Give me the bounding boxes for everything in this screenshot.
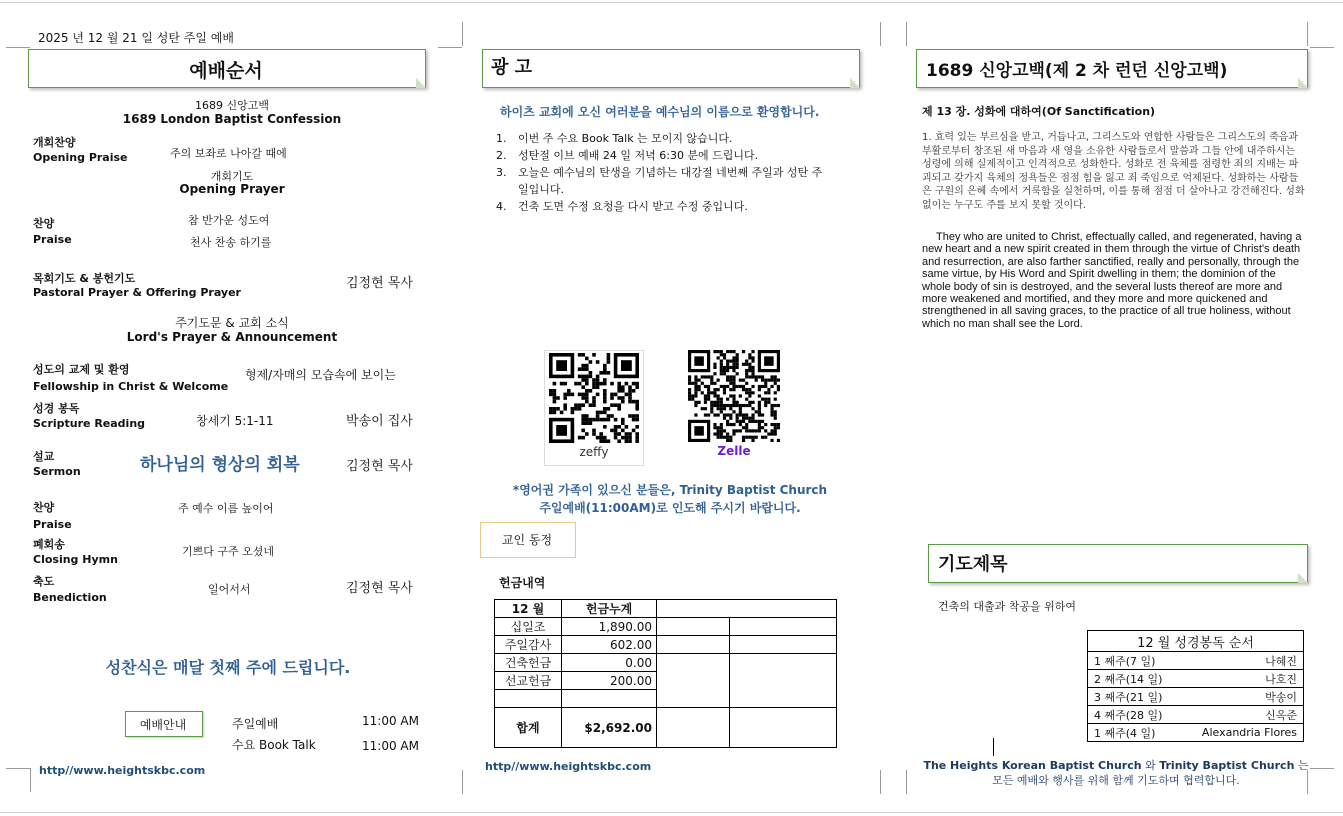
- english-notice-2: 주일예배(11:00AM)로 인도해 주시기 바랍니다.: [539, 501, 801, 515]
- table-row: [495, 636, 837, 654]
- crop-mark: [462, 770, 463, 794]
- church-name-heights: The Heights Korean Baptist Church: [923, 759, 1142, 772]
- ads-item-num: 3.: [496, 166, 507, 179]
- scripture-leader: 박송이 집사: [346, 414, 413, 429]
- crop-mark: [880, 770, 881, 794]
- conjunction-wa: 와: [1145, 759, 1156, 772]
- box-fold: [1298, 78, 1308, 88]
- news-label: 교인 동정: [501, 533, 553, 547]
- table-row: [1088, 652, 1304, 670]
- table-cell: [657, 600, 837, 618]
- ads-item-text: 성탄절 이브 예배 24 일 저녁 6:30 분에 드립니다.: [518, 149, 759, 162]
- english-notice-1: *영어권 가족이 있으신 분들은, Trinity Baptist Church: [512, 483, 828, 497]
- ads-item-text: 건축 도면 수정 요청을 다시 받고 수정 중입니다.: [518, 200, 748, 213]
- zeffy-label: zeffy: [579, 445, 609, 459]
- sermon-leader: 김정현 목사: [346, 459, 413, 474]
- welcome-text: 하이츠 교회에 오신 여러분을 예수님의 이름으로 환영합니다.: [500, 105, 820, 119]
- benediction-content: 일어서서: [208, 583, 251, 596]
- offering-amount: 602.00: [562, 636, 657, 654]
- zelle-qr-code: [685, 350, 783, 442]
- ads-item-num: 1.: [496, 132, 507, 145]
- confession-ko: 1689 신앙고백: [195, 99, 269, 112]
- ads-item-text: 오늘은 예수님의 탄생을 기념하는 대강절 네번째 주일과 성탄 주일입니다.: [518, 166, 823, 196]
- table-cell: [657, 618, 730, 636]
- table-cell: [562, 690, 657, 708]
- schedule-sunday-time: 11:00 AM: [362, 714, 419, 728]
- offering-name: 십일조: [495, 618, 562, 636]
- crop-mark: [906, 770, 907, 794]
- opening-praise-song: 주의 보좌로 나아갈 때에: [170, 147, 287, 160]
- offering-table: [494, 599, 837, 748]
- fellowship-song: 형제/자매의 모습속에 보이는: [245, 368, 396, 382]
- table-cell: [657, 636, 730, 654]
- schedule-wed-time: 11:00 AM: [362, 739, 419, 753]
- table-cell: [730, 654, 837, 708]
- page-top-rule: [0, 2, 1343, 3]
- benediction-ko: 축도: [33, 575, 55, 588]
- schedule-wed-name: 수요 Book Talk: [232, 738, 316, 752]
- confession-en: 1689 London Baptist Confession: [122, 112, 342, 126]
- sermon-en: Sermon: [33, 465, 81, 478]
- zelle-qr-card[interactable]: [684, 350, 784, 464]
- table-header: 12 월: [495, 600, 562, 618]
- table-row: [1088, 724, 1304, 742]
- opening-praise-ko: 개회찬양: [33, 136, 76, 149]
- opening-prayer-ko: 개회기도: [210, 170, 254, 183]
- ads-item-num: 4.: [496, 200, 507, 213]
- prayer-title: 기도제목: [938, 554, 1008, 575]
- bible-week: 4 째주(28 일): [1088, 706, 1181, 724]
- closing-hymn-en: Closing Hymn: [33, 553, 118, 566]
- closing-hymn-song: 기쁘다 구주 오셨네: [182, 545, 275, 558]
- crop-mark: [906, 22, 907, 46]
- sermon-ko: 설교: [33, 450, 55, 463]
- particle-neun: 는: [1297, 759, 1309, 772]
- praise2-ko: 찬양: [33, 501, 55, 514]
- ads-item-num: 2.: [496, 149, 507, 162]
- table-cell: [657, 708, 730, 748]
- fellowship-ko: 성도의 교제 및 환영: [33, 363, 130, 376]
- date-header: 2025 년 12 월 21 일 성탄 주일 예배: [38, 31, 234, 45]
- bible-week: 2 째주(14 일): [1088, 670, 1181, 688]
- bible-reader: 나혜진: [1180, 652, 1303, 670]
- ads-item: [496, 130, 836, 147]
- communion-notice: 성찬식은 매달 첫째 주에 드립니다.: [105, 658, 351, 677]
- pastoral-prayer-en: Pastoral Prayer & Offering Prayer: [33, 286, 241, 299]
- table-cell: [730, 708, 837, 748]
- benediction-leader: 김정현 목사: [346, 581, 413, 596]
- table-row: [495, 708, 837, 748]
- crop-mark: [6, 768, 30, 769]
- fellowship-en: Fellowship in Christ & Welcome: [33, 380, 229, 393]
- opening-praise-en: Opening Praise: [33, 151, 128, 164]
- scripture-ko: 성경 봉독: [33, 402, 80, 415]
- bible-week: 1 째주(4 일): [1088, 724, 1181, 742]
- pastoral-prayer-ko: 목회기도 & 봉헌기도: [33, 272, 136, 285]
- confession-korean-text: 1. 효력 있는 부르심을 받고, 거듭나고, 그리스도와 연합한 사람들은 그리스도의 죽음과 부활로부터 창조된 새 마음과 새 영을 소유한 사람들로서 말씀과 그들 안에 내주하시는 성령에 의해 실제적이고 인격적으로 성화한다. 성화로 전 육체를 점령한 죄의 지배는 파괴되고 갖가지 육체의 정욕들은 점점 힘을 잃고 죄 죽임으로 억제된다. 성화하는 사람들은 구원의 은혜 속에서 거룩함을 실천하며, 이를 통해 점점 더 살아나고 강건해진다. 성화 없이는 누구도 주를 보지 못할 것이다.: [922, 132, 1305, 211]
- confession-english-text: They who are united to Christ, effectually called, and regenerated, having a new heart and a new spirit created in them through the virtue of Christ's death and resurrection, are also farther sanctified, really and personally, through the same virtue, by His Word and Spirit dwelling in them; the dominion of the whole body of sin is destroyed, and the several lusts thereof are more and more weakened and mortified, and they more and more quickened and strengthened in all saving graces, to the practice of all true holiness, without which no man shall see the Lord.: [922, 231, 1302, 330]
- box-fold: [850, 78, 860, 88]
- praise2-song: 주 예수 이름 높이어: [178, 502, 274, 515]
- lords-prayer-en: Lord's Prayer & Announcement: [126, 330, 338, 344]
- box-fold: [1298, 573, 1308, 583]
- praise2-en: Praise: [33, 518, 72, 531]
- prayer-item: 건축의 대출과 착공을 위하여: [938, 600, 1077, 613]
- ads-item-text: 이번 주 수요 Book Talk 는 모이지 않습니다.: [518, 132, 733, 145]
- page-bottom-rule: [0, 812, 1343, 813]
- guide-label: 예배안내: [139, 718, 187, 732]
- praise1-song2: 천사 찬송 하기를: [190, 236, 272, 249]
- praise1-en: Praise: [33, 233, 72, 246]
- ads-list: [496, 130, 836, 215]
- praise1-song1: 참 반가운 성도여: [188, 214, 270, 227]
- table-row: [1088, 670, 1304, 688]
- zelle-label: Zelle: [717, 444, 751, 458]
- table-row: [1088, 688, 1304, 706]
- crop-mark: [880, 22, 881, 46]
- bible-table-title: 12 월 성경봉독 순서: [1088, 631, 1304, 652]
- closing-hymn-ko: 폐회송: [33, 538, 65, 551]
- offering-total: $2,692.00: [562, 708, 657, 748]
- lords-prayer-ko: 주기도문 & 교회 소식: [175, 316, 289, 330]
- bible-reader: 나호진: [1180, 670, 1303, 688]
- confession-title: 1689 신앙고백(제 2 차 런던 신앙고백): [926, 61, 1228, 81]
- table-row: [495, 618, 837, 636]
- offering-amount: 1,890.00: [562, 618, 657, 636]
- bible-reader: Alexandria Flores: [1180, 724, 1303, 742]
- bible-reader: 박송이: [1180, 688, 1303, 706]
- sermon-title: 하나님의 형상의 회복: [140, 455, 300, 475]
- offering-name: 선교헌금: [495, 672, 562, 690]
- bible-week: 1 째주(7 일): [1088, 652, 1181, 670]
- crop-mark: [6, 47, 30, 48]
- crop-mark: [30, 768, 31, 792]
- zeffy-qr-card[interactable]: [544, 350, 644, 466]
- crop-mark: [1310, 47, 1334, 48]
- table-row: [1088, 631, 1304, 652]
- scripture-passage: 창세기 5:1-11: [196, 414, 274, 428]
- table-row: [495, 600, 837, 618]
- website-link-2[interactable]: http//www.heightskbc.com: [485, 760, 652, 773]
- table-row: [495, 654, 837, 672]
- website-link-1[interactable]: http//www.heightskbc.com: [39, 764, 206, 777]
- crop-mark: [993, 738, 994, 756]
- ads-item: [496, 198, 836, 215]
- partnership-line-2: 모든 예배와 행사를 위해 함께 기도하며 협력합니다.: [992, 774, 1240, 787]
- crop-mark: [438, 47, 462, 48]
- table-cell: [495, 690, 562, 708]
- praise1-ko: 찬양: [33, 217, 55, 230]
- pastoral-prayer-leader: 김정현 목사: [346, 276, 413, 291]
- scripture-en: Scripture Reading: [33, 417, 146, 430]
- confession-chapter: 제 13 장. 성화에 대하여(Of Sanctification): [922, 105, 1156, 118]
- bible-week: 3 째주(21 일): [1088, 688, 1181, 706]
- offering-amount: 200.00: [562, 672, 657, 690]
- offering-title: 헌금내역: [499, 576, 546, 590]
- crop-mark: [462, 22, 463, 46]
- crop-mark: [1307, 22, 1308, 46]
- offering-name: 건축헌금: [495, 654, 562, 672]
- offering-amount: 0.00: [562, 654, 657, 672]
- church-name-trinity: Trinity Baptist Church: [1159, 759, 1295, 772]
- table-cell: [730, 636, 837, 654]
- offering-name: 주일감사: [495, 636, 562, 654]
- zeffy-qr-code: [547, 353, 641, 443]
- table-cell: [730, 618, 837, 636]
- ads-title-box: [482, 49, 860, 88]
- table-header: 헌금누계: [562, 600, 657, 618]
- bible-reader: 신옥준: [1180, 706, 1303, 724]
- worship-title: 예배순서: [189, 60, 263, 82]
- partnership-line-1: [916, 757, 1316, 773]
- ads-item: [496, 147, 836, 164]
- ads-title: 광 고: [491, 57, 533, 78]
- benediction-en: Benediction: [33, 591, 107, 604]
- table-cell: [657, 654, 730, 708]
- ads-item: [496, 164, 836, 198]
- schedule-sunday-name: 주일예배: [232, 717, 279, 731]
- offering-total-label: 합계: [495, 708, 562, 748]
- bible-reading-table: [1087, 630, 1304, 742]
- table-row: [1088, 706, 1304, 724]
- opening-prayer-en: Opening Prayer: [179, 182, 285, 196]
